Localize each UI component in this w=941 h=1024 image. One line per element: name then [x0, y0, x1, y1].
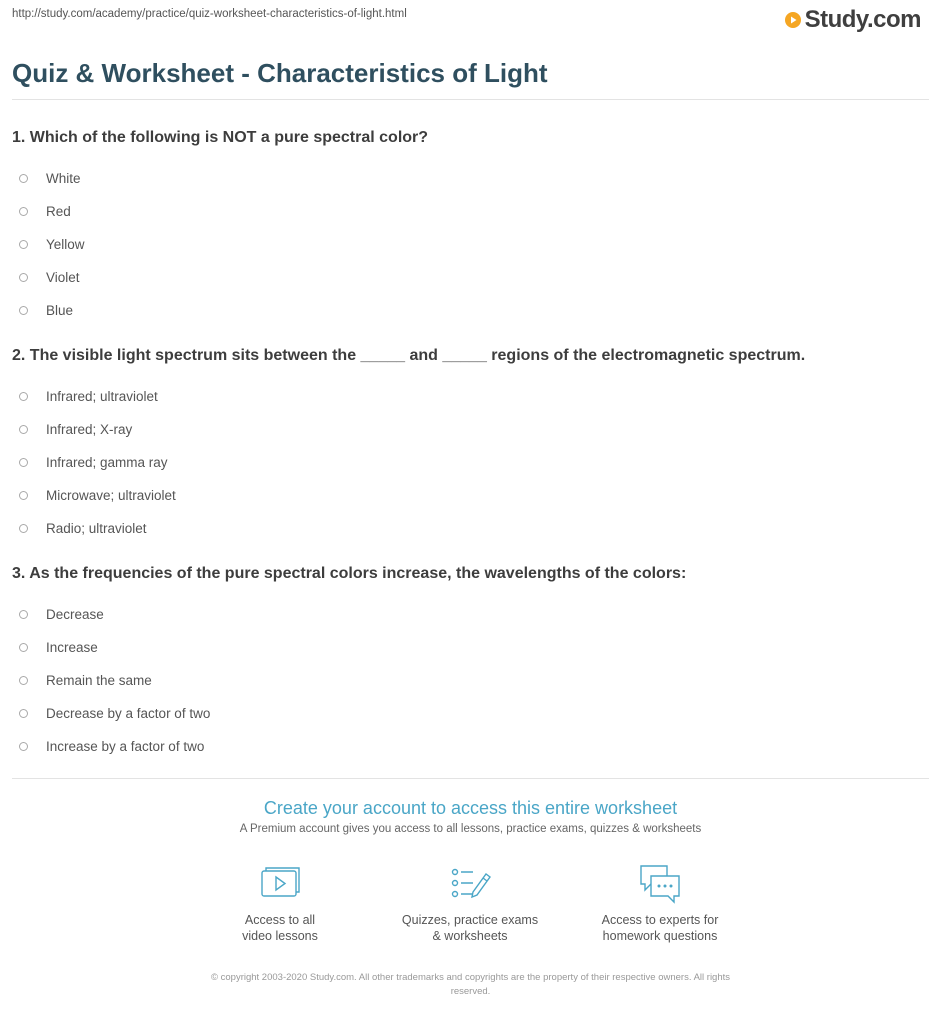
- page-title: Quiz & Worksheet - Characteristics of Light: [12, 58, 548, 88]
- answer-option[interactable]: [12, 294, 929, 327]
- radio-button[interactable]: [19, 273, 28, 282]
- play-logo-icon: [784, 11, 802, 29]
- answer-option[interactable]: [12, 631, 929, 664]
- study-logo[interactable]: [784, 6, 921, 34]
- page-url: http://study.com/academy/practice/quiz-worksheet-characteristics-of-light.html: [12, 8, 407, 20]
- radio-button[interactable]: [19, 610, 28, 619]
- answer-option[interactable]: [12, 730, 929, 763]
- feature-label: [190, 912, 370, 944]
- answer-option[interactable]: [12, 228, 929, 261]
- feature-video-lessons: [190, 862, 370, 944]
- feature-label-line: Quizzes, practice exams: [401, 913, 539, 927]
- answer-label: White: [46, 171, 81, 186]
- feature-label: [570, 912, 750, 944]
- radio-button[interactable]: [19, 425, 28, 434]
- radio-button[interactable]: [19, 742, 28, 751]
- promo-subtitle: A Premium account gives you access to all lessons, practice exams, quizzes & worksheets: [239, 823, 702, 835]
- answer-options: [12, 598, 929, 763]
- answer-label: Blue: [46, 303, 74, 318]
- answer-options: [12, 380, 929, 545]
- answer-label: Decrease by a factor of two: [46, 706, 211, 721]
- premium-features: [190, 862, 750, 944]
- feature-label-line: homework questions: [602, 929, 718, 943]
- answer-option[interactable]: [12, 664, 929, 697]
- answer-option[interactable]: [12, 697, 929, 730]
- answer-label: Infrared; gamma ray: [46, 455, 168, 470]
- feature-quizzes: [380, 862, 560, 944]
- feature-label: [380, 912, 560, 944]
- answer-label: Infrared; X-ray: [46, 422, 133, 437]
- question-text: 3. As the frequencies of the pure spectral colors increase, the wavelengths of the colors:: [12, 565, 687, 582]
- answer-label: Violet: [46, 270, 80, 285]
- radio-button[interactable]: [19, 458, 28, 467]
- answer-option[interactable]: [12, 413, 929, 446]
- radio-button[interactable]: [19, 524, 28, 533]
- answer-label: Red: [46, 204, 71, 219]
- feature-experts: [570, 862, 750, 944]
- question-text: 1. Which of the following is NOT a pure spectral color?: [12, 129, 429, 146]
- copyright-notice: [170, 971, 771, 999]
- answer-label: Infrared; ultraviolet: [46, 389, 158, 404]
- chat-bubbles-icon: [637, 862, 683, 906]
- brand-name: Study.com: [804, 6, 921, 33]
- copyright-line: reserved.: [450, 986, 491, 997]
- question-text: 2. The visible light spectrum sits between the _____ and _____ regions of the electromagnetic spectrum.: [12, 347, 806, 364]
- copyright-line: © copyright 2003-2020 Study.com. All other trademarks and copyrights are the property of their respective owners. All rights: [210, 972, 731, 983]
- answer-option[interactable]: [12, 479, 929, 512]
- radio-button[interactable]: [19, 240, 28, 249]
- feature-label-line: Access to all: [244, 913, 316, 927]
- answer-label: Remain the same: [46, 673, 152, 688]
- radio-button[interactable]: [19, 174, 28, 183]
- answer-option[interactable]: [12, 512, 929, 545]
- title-divider: [12, 99, 929, 100]
- radio-button[interactable]: [19, 392, 28, 401]
- answer-label: Decrease: [46, 607, 104, 622]
- answer-option[interactable]: [12, 380, 929, 413]
- answer-option[interactable]: [12, 162, 929, 195]
- answer-option[interactable]: [12, 195, 929, 228]
- radio-button[interactable]: [19, 709, 28, 718]
- answer-options: [12, 162, 929, 327]
- question-3: [12, 562, 929, 763]
- question-1: [12, 126, 929, 327]
- answer-option[interactable]: [12, 598, 929, 631]
- answer-label: Increase by a factor of two: [46, 739, 205, 754]
- answer-option[interactable]: [12, 261, 929, 294]
- question-2: [12, 344, 929, 545]
- quiz-list-icon: [447, 862, 493, 906]
- answer-label: Increase: [46, 640, 98, 655]
- radio-button[interactable]: [19, 676, 28, 685]
- answer-label: Yellow: [46, 237, 85, 252]
- feature-label-line: Access to experts for: [601, 913, 719, 927]
- answer-label: Radio; ultraviolet: [46, 521, 147, 536]
- feature-label-line: & worksheets: [432, 929, 508, 943]
- section-divider: [12, 778, 929, 779]
- radio-button[interactable]: [19, 643, 28, 652]
- radio-button[interactable]: [19, 306, 28, 315]
- answer-label: Microwave; ultraviolet: [46, 488, 176, 503]
- radio-button[interactable]: [19, 491, 28, 500]
- promo-title[interactable]: Create your account to access this entire worksheet: [263, 798, 678, 818]
- video-lessons-icon: [257, 862, 303, 906]
- feature-label-line: video lessons: [242, 929, 318, 943]
- radio-button[interactable]: [19, 207, 28, 216]
- answer-option[interactable]: [12, 446, 929, 479]
